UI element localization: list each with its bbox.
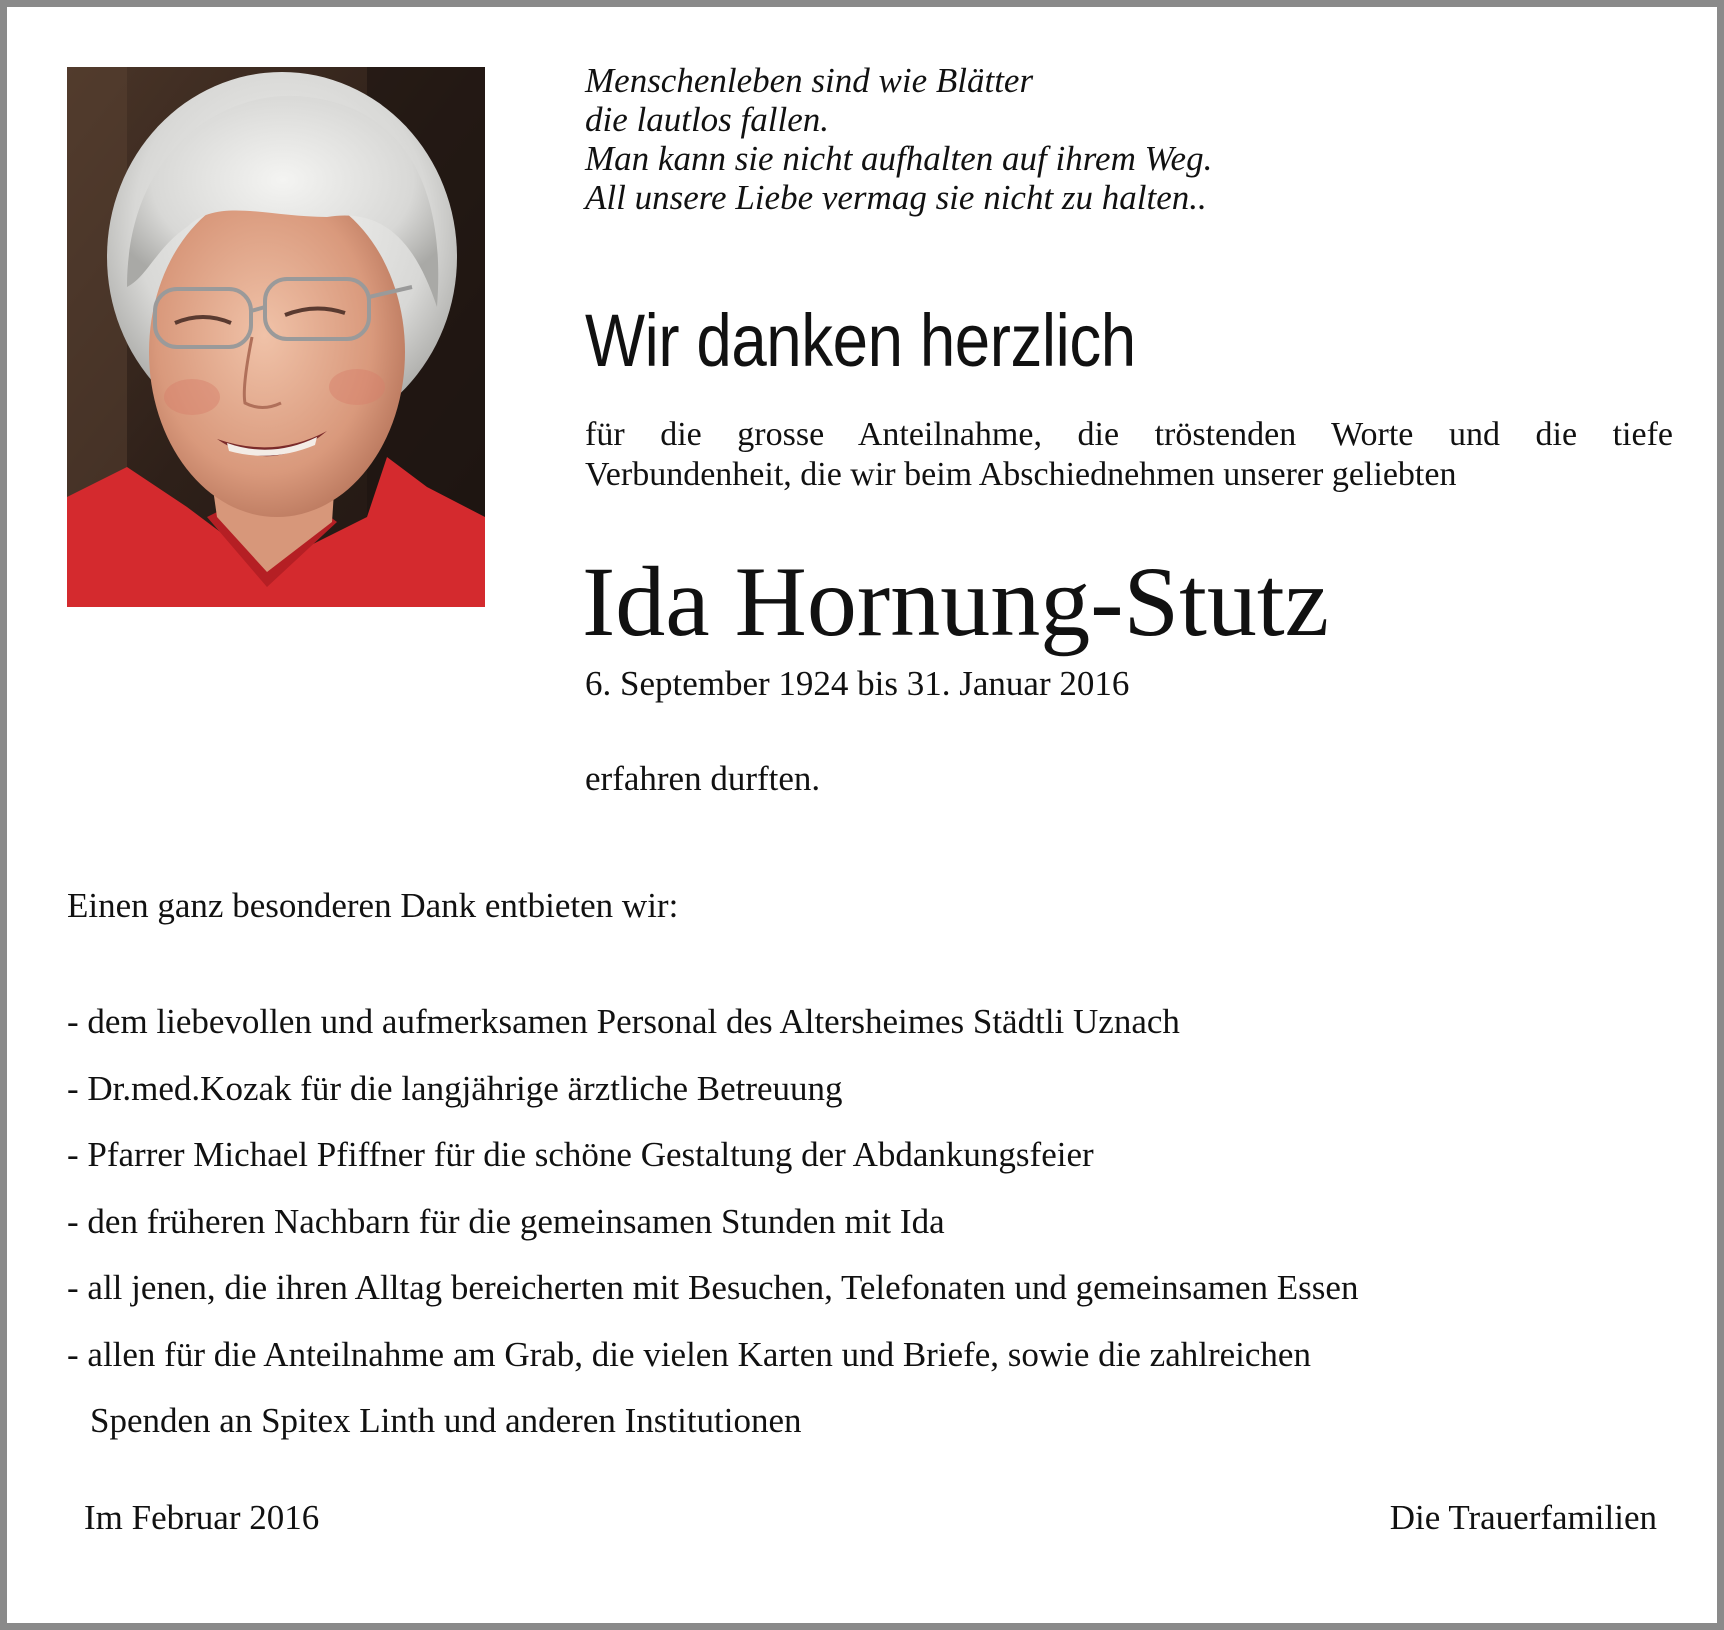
poem-line: Menschenleben sind wie Blätter [585,61,1034,100]
list-item-continuation: Spenden an Spitex Linth und anderen Institutionen [90,1401,802,1440]
poem-line: All unsere Liebe vermag sie nicht zu halten.. [585,178,1207,217]
list-item: - den früheren Nachbarn für die gemeinsamen Stunden mit Ida [67,1201,945,1241]
footer-date: Im Februar 2016 [84,1498,320,1537]
life-dates: 6. September 1924 bis 31. Januar 2016 [585,664,1130,703]
footer-signature: Die Trauerfamilien [1389,1498,1657,1537]
intro-text [585,415,1673,495]
portrait-image [67,67,485,607]
heading: Wir danken herzlich [585,299,1136,382]
portrait-photo [67,67,485,607]
list-item: - allen für die Anteilnahme am Grab, die vielen Karten und Briefe, sowie die zahlreichen [67,1334,1311,1374]
list-item: - Pfarrer Michael Pfiffner für die schöne Gestaltung der Abdankungsfeier [67,1135,1094,1174]
deceased-name: Ida Hornung-Stutz [582,546,1330,657]
special-thanks-list [67,989,1358,1455]
intro-line-2: Verbundenheit, die wir beim Abschiednehmen unserer geliebten [585,456,1457,493]
poem [585,61,1212,217]
closing-text: erfahren durften. [585,759,821,798]
special-thanks-intro: Einen ganz besonderen Dank entbieten wir: [67,886,679,925]
intro-line-1: für die grosse Anteilnahme, die tröstenden Worte und die tiefe [585,416,1673,453]
list-item: - Dr.med.Kozak für die langjährige ärztliche Betreuung [67,1068,843,1108]
poem-line: Man kann sie nicht aufhalten auf ihrem Weg. [585,139,1213,178]
poem-line: die lautlos fallen. [585,100,830,139]
list-item: - dem liebevollen und aufmerksamen Personal des Altersheimes Städtli Uznach [67,1002,1180,1041]
list-item: - all jenen, die ihren Alltag bereicherten mit Besuchen, Telefonaten und gemeinsamen Essen [67,1268,1359,1307]
